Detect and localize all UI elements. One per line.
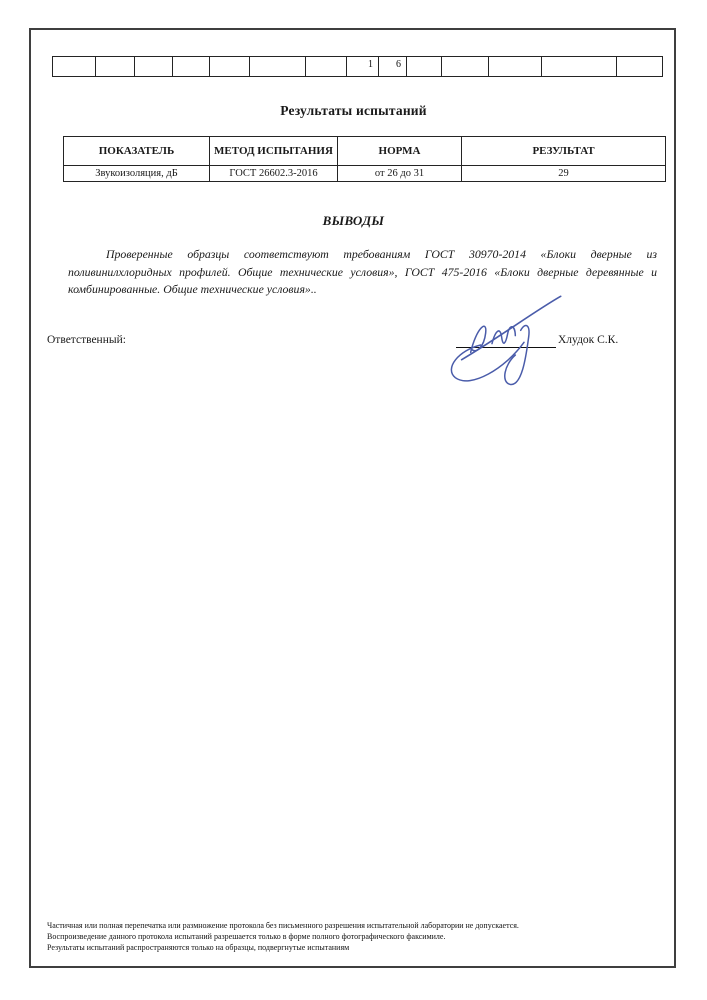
signature-stroke [471, 326, 486, 352]
conclusions-text: Проверенные образцы соответствуют требованиям ГОСТ 30970-2014 «Блоки дверные из поливинилхлоридных профилей. Общие технические условия», ГОСТ 475-2016 «Блоки дверные деревянные и комбинированные. Общие технические условия».. [68, 247, 657, 296]
header-grid-cell [250, 57, 306, 76]
header-grid-cell [306, 57, 347, 76]
table-row [64, 166, 666, 182]
results-table-header-row [64, 137, 666, 166]
responsible-label: Ответственный: [47, 334, 126, 346]
column-header-indicator: ПОКАЗАТЕЛЬ [64, 137, 210, 166]
signature-ink [430, 293, 660, 393]
column-header-method: МЕТОД ИСПЫТАНИЯ [210, 137, 338, 166]
header-grid-cell [173, 57, 210, 76]
column-header-norm: НОРМА [338, 137, 462, 166]
cell-method: ГОСТ 26602.3-2016 [210, 166, 338, 182]
responsible-name: Хлудок С.К. [558, 334, 619, 346]
cell-norm: от 26 до 31 [338, 166, 462, 182]
footer-line: Частичная или полная перепечатка или размножение протокола без письменного разрешения испытательной лаборатории не допускается. [47, 921, 519, 930]
signature-stroke [492, 327, 515, 344]
header-grid-cell-page-count: 6 [379, 57, 407, 76]
header-grid-cell [53, 57, 96, 76]
footer-line: Результаты испытаний распространяются только на образцы, подвергнутые испытаниям [47, 943, 350, 952]
footer-line: Воспроизведение данного протокола испытаний разрешается только в форме полного фотографического факсимиле. [47, 932, 446, 941]
cell-result: 29 [462, 166, 666, 182]
page-title: Результаты испытаний [280, 103, 427, 118]
header-grid-cell [135, 57, 173, 76]
signature-stroke [505, 325, 529, 384]
header-grid-cell [442, 57, 489, 76]
results-table [63, 136, 666, 182]
column-header-result: РЕЗУЛЬТАТ [462, 137, 666, 166]
conclusions-heading: ВЫВОДЫ [322, 213, 385, 228]
header-grid-cell [407, 57, 442, 76]
cell-indicator: Звукоизоляция, дБ [64, 166, 210, 182]
header-grid-cell [210, 57, 250, 76]
header-grid-table [52, 56, 663, 77]
header-grid-cell-page-number: 1 [347, 57, 379, 76]
footer-fine-print [47, 920, 659, 953]
signature-stroke [451, 342, 524, 381]
header-grid-cell [96, 57, 135, 76]
header-grid-cell [542, 57, 617, 76]
header-grid-cell [489, 57, 542, 76]
header-grid-cell [617, 57, 662, 76]
